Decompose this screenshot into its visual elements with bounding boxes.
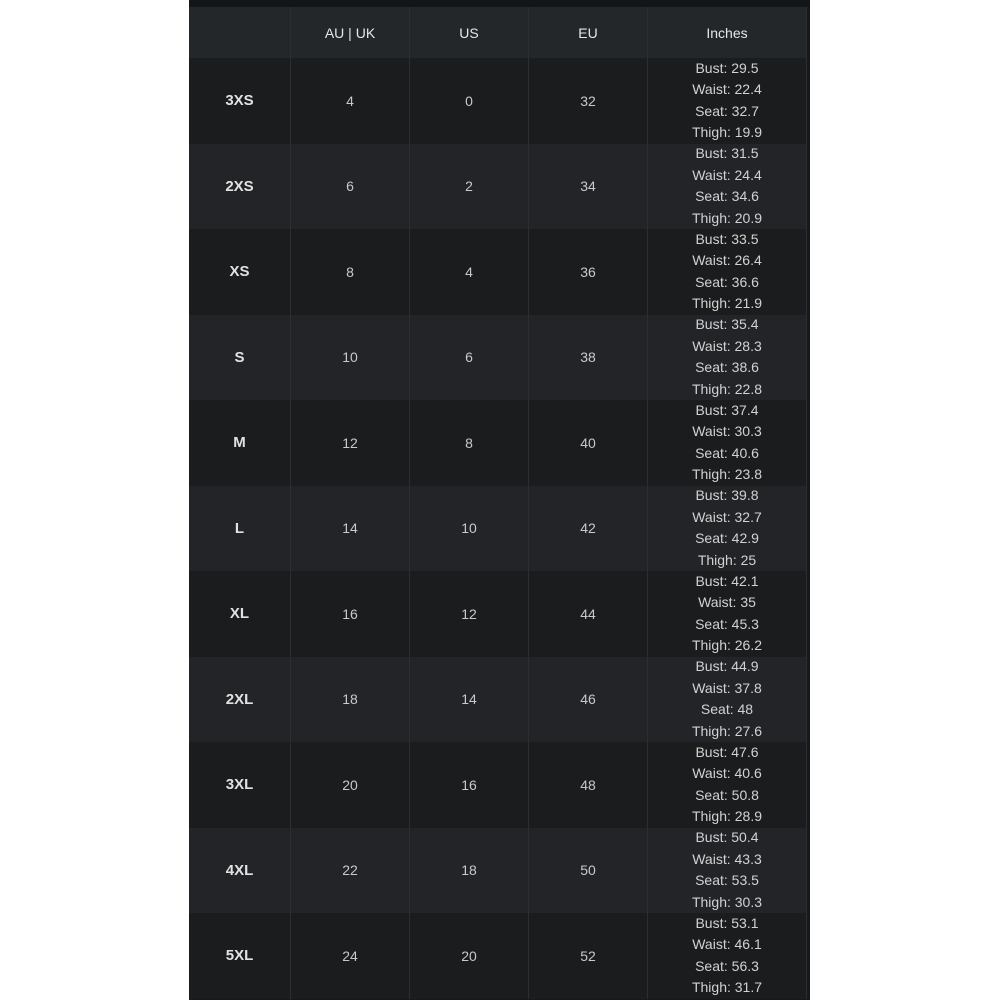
us-value: 14 — [410, 657, 529, 743]
au-uk-value: 8 — [291, 229, 410, 315]
eu-value: 50 — [529, 828, 648, 914]
us-value: 10 — [410, 486, 529, 572]
eu-value: 36 — [529, 229, 648, 315]
seat-measurement: Seat: 38.6 — [695, 359, 759, 376]
au-uk-value: 6 — [291, 144, 410, 230]
seat-measurement: Seat: 45.3 — [695, 615, 759, 632]
seat-measurement: Seat: 48 — [700, 701, 754, 718]
inches-measurements — [648, 486, 807, 572]
thigh-measurement: Thigh: 21.9 — [691, 295, 763, 312]
header-corner — [189, 7, 291, 58]
eu-value: 46 — [529, 657, 648, 743]
thigh-measurement: Thigh: 30.3 — [691, 893, 763, 910]
eu-value: 40 — [529, 400, 648, 486]
size-label: XS — [189, 229, 291, 315]
us-value: 16 — [410, 742, 529, 828]
us-value: 12 — [410, 571, 529, 657]
waist-measurement: Waist: 35 — [698, 594, 756, 611]
seat-measurement: Seat: 53.5 — [695, 872, 759, 889]
inches-measurements — [648, 144, 807, 230]
bust-measurement: Bust: 53.1 — [695, 914, 759, 931]
waist-measurement: Waist: 37.8 — [692, 679, 762, 696]
waist-measurement: Waist: 46.1 — [692, 936, 762, 953]
us-value: 2 — [410, 144, 529, 230]
us-value: 0 — [410, 58, 529, 144]
eu-value: 48 — [529, 742, 648, 828]
thigh-measurement: Thigh: 28.9 — [691, 808, 763, 825]
au-uk-value: 24 — [291, 913, 410, 999]
bust-measurement: Bust: 47.6 — [695, 743, 759, 760]
eu-value: 52 — [529, 913, 648, 999]
au-uk-value: 14 — [291, 486, 410, 572]
thigh-measurement: Thigh: 23.8 — [691, 466, 763, 483]
size-label: 3XL — [189, 742, 291, 828]
inches-measurements — [648, 400, 807, 486]
thigh-measurement: Thigh: 27.6 — [691, 722, 763, 739]
au-uk-value: 18 — [291, 657, 410, 743]
size-label: 3XS — [189, 58, 291, 144]
seat-measurement: Seat: 40.6 — [695, 444, 759, 461]
bust-measurement: Bust: 29.5 — [695, 59, 759, 76]
au-uk-value: 22 — [291, 828, 410, 914]
eu-value: 42 — [529, 486, 648, 572]
inches-measurements — [648, 58, 807, 144]
inches-measurements — [648, 229, 807, 315]
eu-value: 38 — [529, 315, 648, 401]
size-label: 2XL — [189, 657, 291, 743]
size-label: M — [189, 400, 291, 486]
au-uk-value: 12 — [291, 400, 410, 486]
au-uk-value: 20 — [291, 742, 410, 828]
us-value: 4 — [410, 229, 529, 315]
header-us: US — [410, 7, 529, 58]
bust-measurement: Bust: 33.5 — [695, 230, 759, 247]
thigh-measurement: Thigh: 31.7 — [691, 979, 763, 996]
seat-measurement: Seat: 34.6 — [695, 188, 759, 205]
top-strip — [189, 0, 810, 7]
waist-measurement: Waist: 43.3 — [692, 850, 762, 867]
thigh-measurement: Thigh: 22.8 — [691, 380, 763, 397]
size-chart-panel — [189, 0, 810, 1000]
waist-measurement: Waist: 22.4 — [692, 81, 762, 98]
waist-measurement: Waist: 40.6 — [692, 765, 762, 782]
au-uk-value: 4 — [291, 58, 410, 144]
waist-measurement: Waist: 32.7 — [692, 508, 762, 525]
au-uk-value: 16 — [291, 571, 410, 657]
size-label: L — [189, 486, 291, 572]
us-value: 20 — [410, 913, 529, 999]
size-label: 4XL — [189, 828, 291, 914]
inches-measurements — [648, 828, 807, 914]
bust-measurement: Bust: 42.1 — [695, 572, 759, 589]
seat-measurement: Seat: 32.7 — [695, 102, 759, 119]
inches-measurements — [648, 913, 807, 999]
waist-measurement: Waist: 26.4 — [692, 252, 762, 269]
size-label: S — [189, 315, 291, 401]
size-label: 2XS — [189, 144, 291, 230]
header-eu: EU — [529, 7, 648, 58]
us-value: 18 — [410, 828, 529, 914]
inches-measurements — [648, 315, 807, 401]
us-value: 6 — [410, 315, 529, 401]
thigh-measurement: Thigh: 20.9 — [691, 209, 763, 226]
inches-measurements — [648, 657, 807, 743]
thigh-measurement: Thigh: 26.2 — [691, 637, 763, 654]
header-inches: Inches — [648, 7, 807, 58]
seat-measurement: Seat: 50.8 — [695, 786, 759, 803]
waist-measurement: Waist: 30.3 — [692, 423, 762, 440]
size-label: 5XL — [189, 913, 291, 999]
seat-measurement: Seat: 56.3 — [695, 957, 759, 974]
au-uk-value: 10 — [291, 315, 410, 401]
bust-measurement: Bust: 44.9 — [695, 658, 759, 675]
thigh-measurement: Thigh: 19.9 — [691, 124, 763, 141]
waist-measurement: Waist: 28.3 — [692, 337, 762, 354]
eu-value: 34 — [529, 144, 648, 230]
eu-value: 32 — [529, 58, 648, 144]
bust-measurement: Bust: 39.8 — [695, 487, 759, 504]
thigh-measurement: Thigh: 25 — [697, 551, 757, 568]
seat-measurement: Seat: 36.6 — [695, 273, 759, 290]
waist-measurement: Waist: 24.4 — [692, 166, 762, 183]
size-label: XL — [189, 571, 291, 657]
seat-measurement: Seat: 42.9 — [695, 530, 759, 547]
us-value: 8 — [410, 400, 529, 486]
bust-measurement: Bust: 35.4 — [695, 316, 759, 333]
inches-measurements — [648, 571, 807, 657]
eu-value: 44 — [529, 571, 648, 657]
bust-measurement: Bust: 31.5 — [695, 145, 759, 162]
size-chart-table — [189, 7, 810, 999]
bust-measurement: Bust: 37.4 — [695, 401, 759, 418]
header-au-uk: AU | UK — [291, 7, 410, 58]
bust-measurement: Bust: 50.4 — [695, 829, 759, 846]
inches-measurements — [648, 742, 807, 828]
